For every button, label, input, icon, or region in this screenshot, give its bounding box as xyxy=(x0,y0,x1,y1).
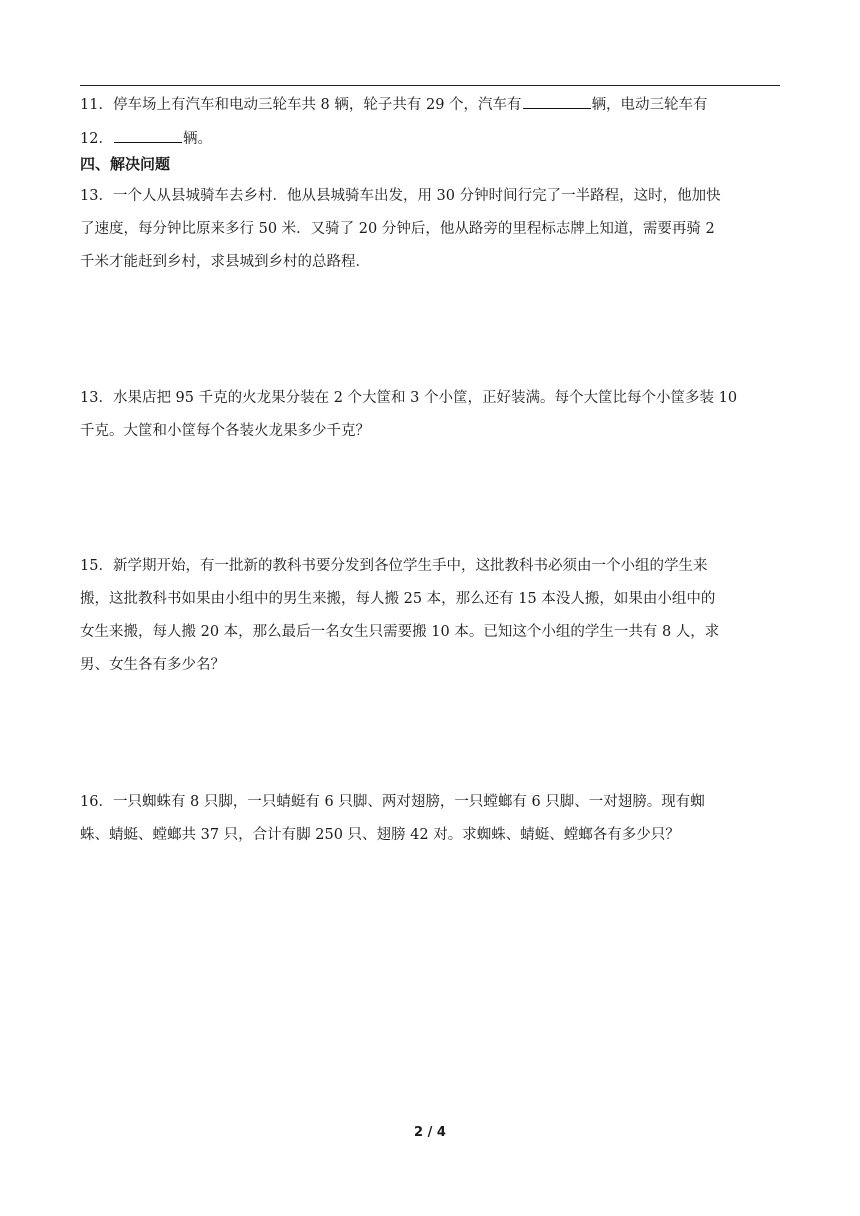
question-15-line-2: 搬，这批教科书如果由小组中的男生来搬，每人搬 25 本，那么还有 15 本没人搬，如果由小组中的 xyxy=(80,591,716,607)
section-heading: 四、解决问题 xyxy=(80,155,171,173)
page-number: 2 / 4 xyxy=(414,1125,446,1140)
question-13b-line-2: 千克。大筐和小筐每个各装火龙果多少千克？ xyxy=(80,423,370,439)
question-15-line-3: 女生来搬，每人搬 20 本，那么最后一名女生只需要搬 10 本。已知这个小组的学生一共有 8 人，求 xyxy=(80,624,720,640)
question-11-text-start: 11．停车场上有汽车和电动三轮车共 8 辆，轮子共有 29 个，汽车有 xyxy=(80,97,522,113)
question-15-line-4: 男、女生各有多少名？ xyxy=(80,657,225,673)
question-16-line-1: 16．一只蜘蛛有 8 只脚，一只蜻蜓有 6 只脚、两对翅膀，一只螳螂有 6 只脚、一对翅膀。现有蜘 xyxy=(80,794,705,810)
question-11 xyxy=(80,94,708,115)
question-12-prefix: 12． xyxy=(80,131,113,147)
question-15-line-1: 15．新学期开始，有一批新的教科书要分发到各位学生手中，这批教科书必须由一个小组的学生来 xyxy=(80,558,708,574)
question-12-suffix: 辆。 xyxy=(182,131,212,147)
question-16-line-2: 蛛、蜻蜓、螳螂共 37 只，合计有脚 250 只、翅膀 42 对。求蜘蛛、蜻蜓、螳螂各有多少只？ xyxy=(80,827,680,843)
question-13a-line-1: 13．一个人从县城骑车去乡村．他从县城骑车出发，用 30 分钟时间行完了一半路程，这时，他加快 xyxy=(80,188,721,204)
question-13a-line-2: 了速度，每分钟比原来多行 50 米．又骑了 20 分钟后，他从路旁的里程标志牌上知道，需要再骑 2 xyxy=(80,221,715,237)
question-12 xyxy=(80,128,212,149)
header-rule xyxy=(80,85,780,86)
question-11-text-end: 辆，电动三轮车有 xyxy=(591,97,708,113)
answer-blank-cars[interactable] xyxy=(523,94,591,109)
answer-blank-tricycles[interactable] xyxy=(114,128,182,143)
question-13b-line-1: 13．水果店把 95 千克的火龙果分装在 2 个大筐和 3 个小筐，正好装满。每个大筐比每个小筐多装 10 xyxy=(80,390,738,406)
question-13a-line-3: 千米才能赶到乡村，求县城到乡村的总路程． xyxy=(80,254,370,270)
